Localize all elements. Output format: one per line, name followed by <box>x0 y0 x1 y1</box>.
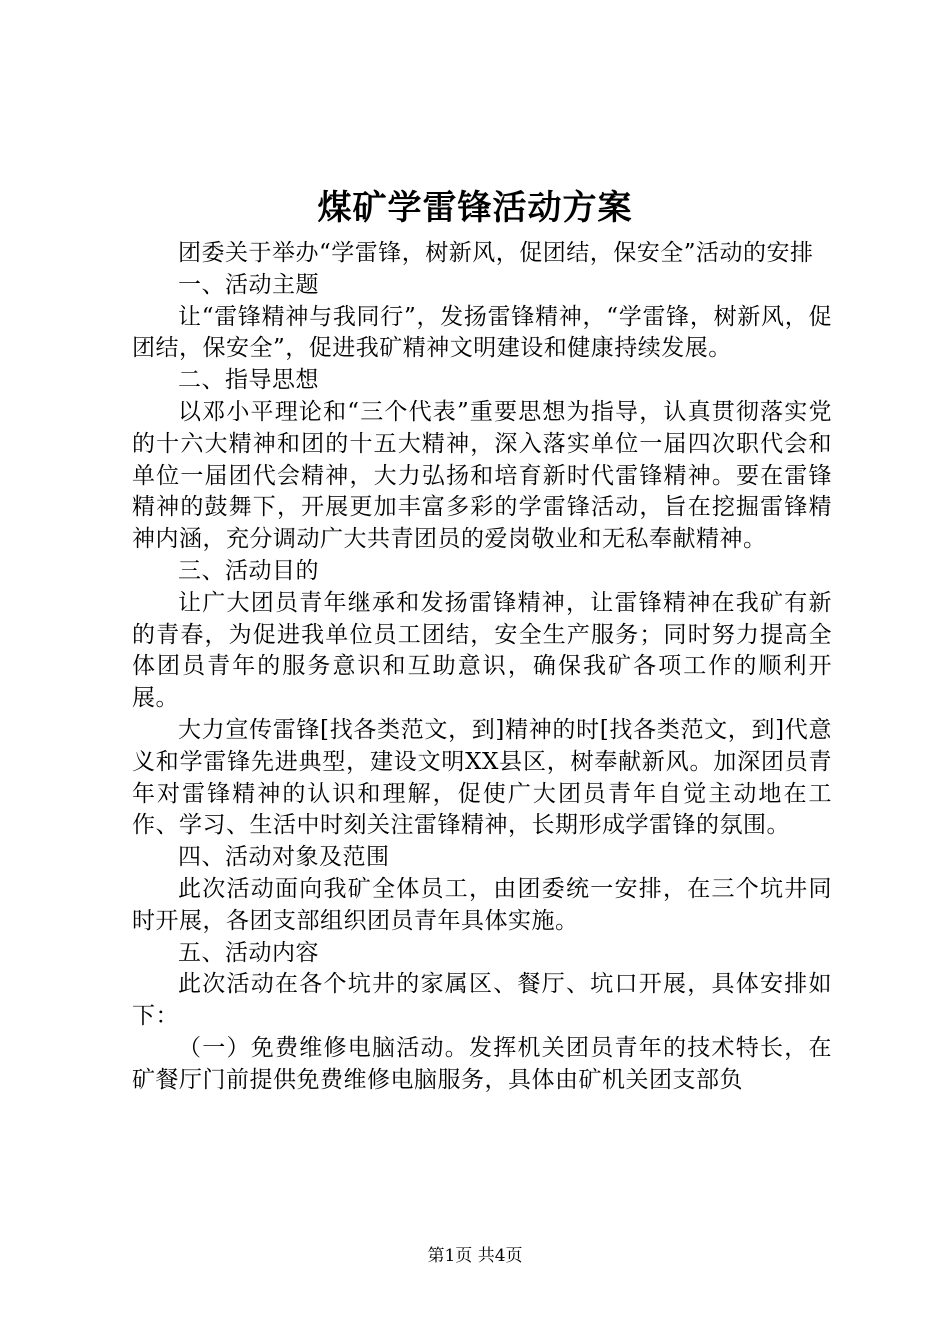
document-body <box>132 238 832 1097</box>
section-heading-guiding-thought: 二、指导思想 <box>178 367 319 394</box>
scope-paragraph: 此次活动面向我矿全体员工，由团委统一安排，在三个坑井同时开展，各团支部组织团员青年具体实施。 <box>132 875 832 934</box>
document-title: 煤矿学雷锋活动方案 <box>317 188 633 228</box>
theme-paragraph: 让“雷锋精神与我同行”，发扬雷锋精神，“学雷锋，树新风，促团结，保安全”，促进我矿精神文明建设和健康持续发展。 <box>132 303 832 362</box>
purpose-paragraph: 让广大团员青年继承和发扬雷锋精神，让雷锋精神在我矿有新的青春，为促进我单位员工团结，安全生产服务；同时努力提高全体团员青年的服务意识和互助意识，确保我矿各项工作的顺利开展。 <box>132 589 832 712</box>
content-paragraph: 此次活动在各个坑井的家属区、餐厅、坑口开展，具体安排如下： <box>132 971 832 1030</box>
content-item-1: （一）免费维修电脑活动。发挥机关团员青年的技术特长，在矿餐厅门前提供免费维修电脑服务，具体由矿机关团支部负 <box>132 1034 832 1093</box>
purpose-paragraph-2: 大力宣传雷锋[找各类范文，到]精神的时[找各类范文，到]代意义和学雷锋先进典型，建设文明XX县区，树奉献新风。加深团员青年对雷锋精神的认识和理解，促使广大团员青年自觉主动地在工作、学习、生活中时刻关注雷锋精神，长期形成学雷锋的氛围。 <box>132 716 832 839</box>
section-heading-purpose: 三、活动目的 <box>178 557 319 584</box>
guiding-thought-paragraph: 以邓小平理论和“三个代表”重要思想为指导，认真贯彻落实党的十六大精神和团的十五大精神，深入落实单位一届四次职代会和单位一届团代会精神，大力弘扬和培育新时代雷锋精神。要在雷锋精神的鼓舞下，开展更加丰富多彩的学雷锋活动，旨在挖掘雷锋精神内涵，充分调动广大共青团员的爱岗敬业和无私奉献精神。 <box>132 398 832 553</box>
intro-paragraph: 团委关于举办“学雷锋，树新风，促团结，保安全”活动的安排 <box>178 240 814 266</box>
section-heading-content: 五、活动内容 <box>178 939 319 966</box>
section-heading-scope: 四、活动对象及范围 <box>178 844 390 871</box>
section-heading-theme: 一、活动主题 <box>178 271 319 298</box>
page-footer: 第1页 共4页 <box>427 1246 523 1266</box>
